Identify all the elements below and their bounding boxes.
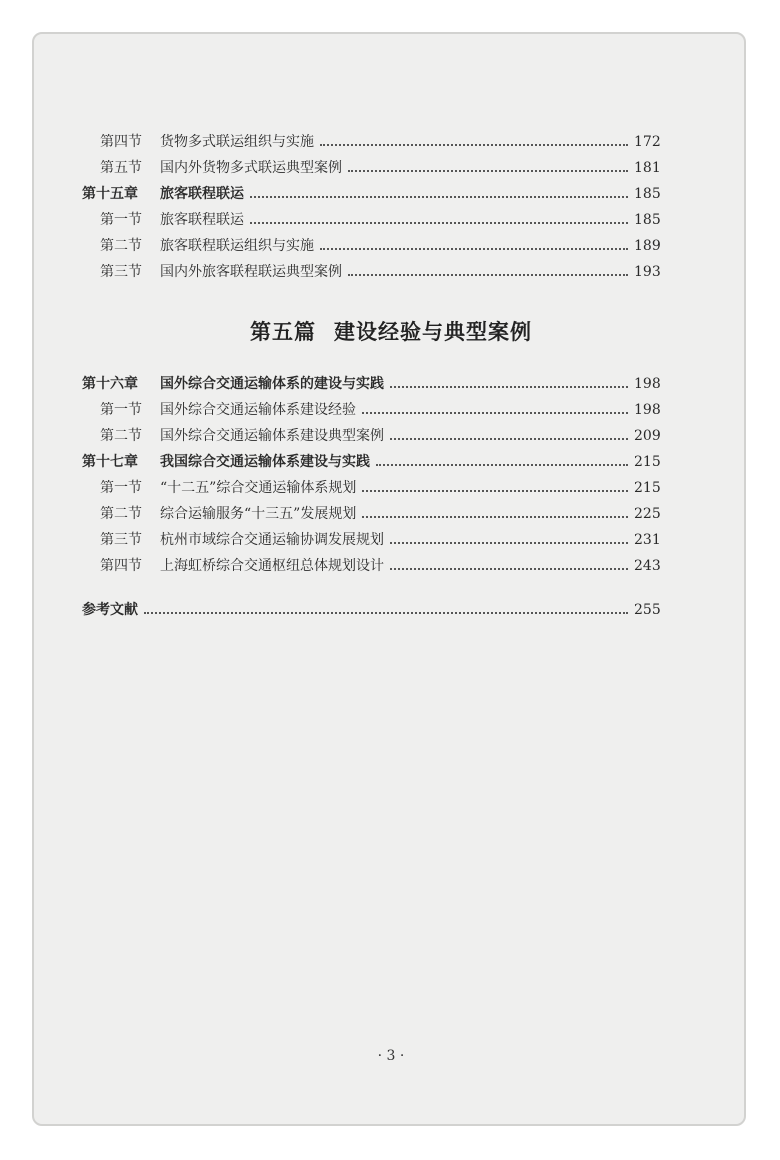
entry-number: 第二节 (100, 428, 142, 444)
dot-leader (250, 220, 628, 224)
entry-number: 第一节 (100, 402, 142, 418)
toc-entry (82, 528, 660, 552)
entry-page: 209 (634, 428, 661, 444)
entry-number: 第一节 (100, 480, 142, 496)
chapter-number: 第十五章 (82, 186, 138, 202)
dot-leader (320, 246, 628, 250)
chapter-title: 旅客联程联运 (160, 186, 244, 202)
part-label: 第五篇 (250, 319, 316, 344)
dot-leader (144, 610, 628, 614)
entry-title: 旅客联程联运组织与实施 (160, 238, 314, 254)
dot-leader (320, 142, 628, 146)
entry-page: 189 (634, 238, 661, 254)
toc-entry (82, 424, 660, 448)
references-title: 参考文献 (82, 602, 138, 618)
dot-leader (362, 410, 628, 414)
entry-number: 第三节 (100, 532, 142, 548)
entry-title: 综合运输服务“十三五”发展规划 (160, 506, 357, 522)
toc-entry (82, 398, 660, 422)
entry-number: 第四节 (100, 134, 142, 150)
toc-entry (82, 156, 660, 180)
entry-page: 181 (634, 160, 661, 176)
entry-title: 国内外货物多式联运典型案例 (160, 160, 342, 176)
toc-entry (82, 260, 660, 284)
dot-leader (362, 514, 628, 518)
chapter-title: 我国综合交通运输体系建设与实践 (160, 454, 370, 470)
chapter-number: 第十七章 (82, 454, 138, 470)
chapter-number: 第十六章 (82, 376, 138, 392)
toc-chapter-entry (82, 182, 660, 206)
entry-title: 旅客联程联运 (160, 212, 244, 228)
toc-entry (82, 476, 660, 500)
entry-title: 国内外旅客联程联运典型案例 (160, 264, 342, 280)
dot-leader (390, 540, 628, 544)
entry-page: 231 (634, 532, 661, 548)
toc-entry (82, 554, 660, 578)
entry-number: 第二节 (100, 506, 142, 522)
entry-number: 第五节 (100, 160, 142, 176)
entry-page: 255 (634, 602, 661, 618)
dot-leader (348, 168, 628, 172)
part-title: 建设经验与典型案例 (334, 319, 532, 344)
entry-page: 198 (634, 376, 661, 392)
entry-page: 215 (634, 480, 661, 496)
dot-leader (390, 566, 628, 570)
entry-page: 198 (634, 402, 661, 418)
entry-title: “十二五”综合交通运输体系规划 (160, 480, 357, 496)
dot-leader (362, 488, 628, 492)
toc-entry (82, 208, 660, 232)
entry-page: 185 (634, 212, 661, 228)
entry-page: 185 (634, 186, 661, 202)
book-page (32, 32, 746, 1126)
entry-number: 第三节 (100, 264, 142, 280)
toc-entry (82, 130, 660, 154)
entry-page: 243 (634, 558, 661, 574)
entry-title: 杭州市域综合交通运输协调发展规划 (160, 532, 384, 548)
toc-chapter-entry (82, 372, 660, 396)
toc-chapter-entry (82, 450, 660, 474)
entry-page: 215 (634, 454, 661, 470)
entry-page: 225 (634, 506, 661, 522)
dot-leader (348, 272, 628, 276)
toc-references-entry (82, 598, 660, 622)
dot-leader (390, 384, 628, 388)
entry-title: 上海虹桥综合交通枢纽总体规划设计 (160, 558, 384, 574)
part-heading (34, 316, 748, 346)
dot-leader (250, 194, 628, 198)
entry-number: 第四节 (100, 558, 142, 574)
entry-page: 193 (634, 264, 661, 280)
entry-number: 第一节 (100, 212, 142, 228)
toc-entry (82, 234, 660, 258)
entry-number: 第二节 (100, 238, 142, 254)
entry-page: 172 (634, 134, 661, 150)
page-folio: · 3 · (377, 1048, 405, 1064)
dot-leader (390, 436, 628, 440)
toc-entry (82, 502, 660, 526)
chapter-title: 国外综合交通运输体系的建设与实践 (160, 376, 384, 392)
entry-title: 货物多式联运组织与实施 (160, 134, 314, 150)
entry-title: 国外综合交通运输体系建设经验 (160, 402, 356, 418)
dot-leader (376, 462, 628, 466)
entry-title: 国外综合交通运输体系建设典型案例 (160, 428, 384, 444)
